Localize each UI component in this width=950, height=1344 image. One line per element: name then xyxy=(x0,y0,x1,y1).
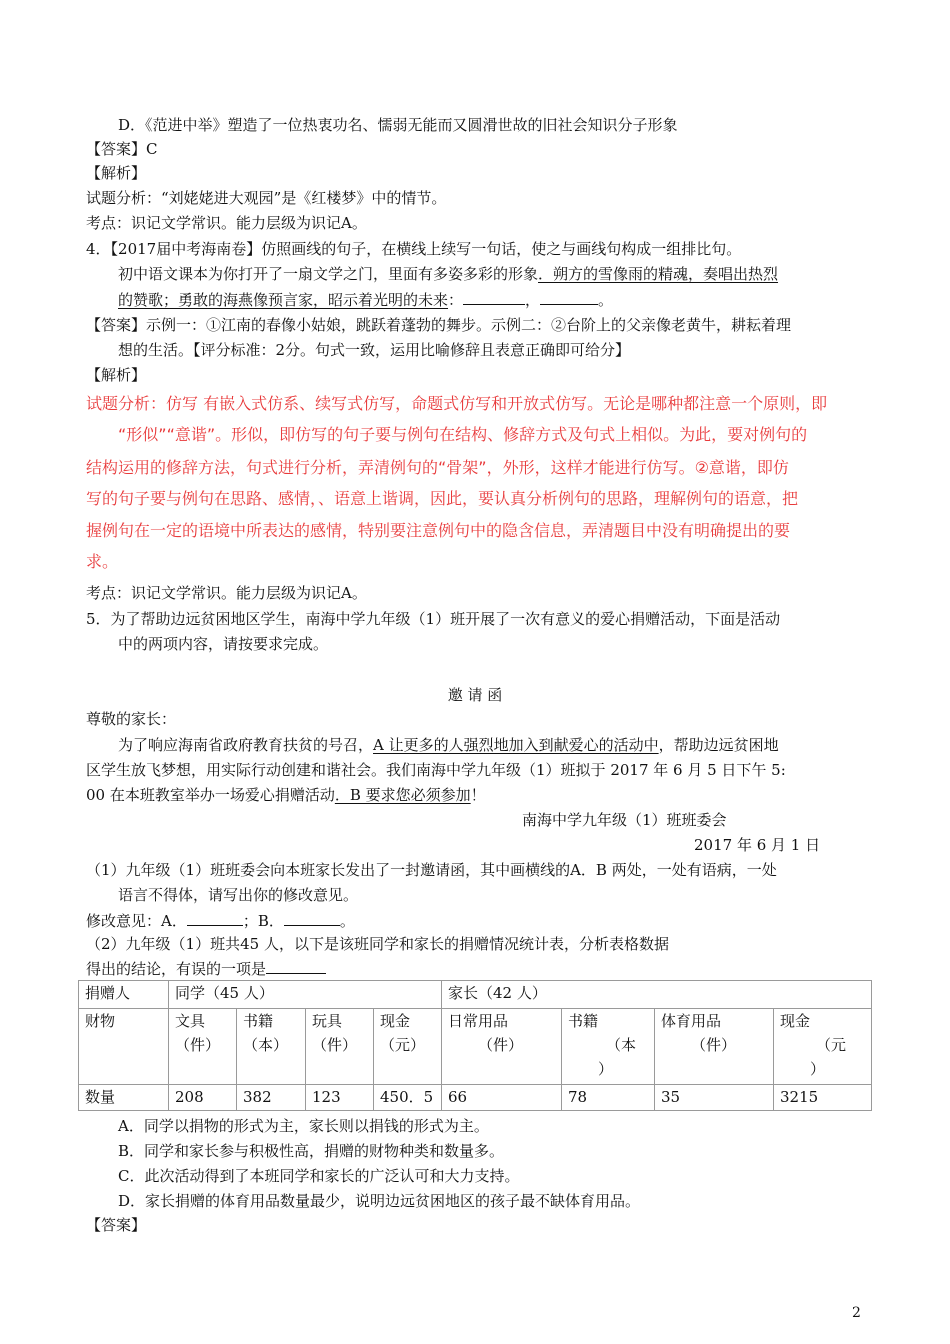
option-c: C．此次活动得到了本班同学和家长的广泛认可和大力支持。 xyxy=(118,1167,520,1185)
table-row xyxy=(79,981,872,1009)
option-b: B．同学和家长参与积极性高，捐赠的财物种类和数量多。 xyxy=(118,1142,505,1160)
donation-stats-table xyxy=(78,980,872,1111)
red-analysis-line-1: 试题分析：仿写 有嵌入式仿系、续写式仿写，命题式仿写和开放式仿写。无论是哪种都注意一个原则，即 xyxy=(86,394,828,413)
cell-text: （本 xyxy=(606,1036,637,1054)
table-cell: 财物 xyxy=(79,1009,169,1085)
invitation-text: ，帮助边远贫困地 xyxy=(658,736,779,754)
question-text: 得出的结论，有误的一项是 xyxy=(86,960,267,978)
table-cell: 同学（45 人） xyxy=(169,981,442,1009)
revision-label: ；B． xyxy=(242,912,284,930)
cell-text: 书籍 xyxy=(243,1012,274,1030)
exam-point: 考点：识记文学常识。能力层级为识记A。 xyxy=(86,214,367,232)
table-cell: 数量 xyxy=(79,1085,169,1111)
option-d-line: D．《范进中举》塑造了一位热衷功名、懦弱无能而又圆滑世故的旧社会知识分子形象 xyxy=(118,116,678,134)
cell-text: ） xyxy=(598,1060,614,1078)
cell-text: （本） xyxy=(243,1036,289,1054)
period-text: 。 xyxy=(339,912,355,930)
cell-text: 日常用品 xyxy=(448,1012,509,1030)
cell-text: 书籍 xyxy=(568,1012,599,1030)
revision-label: 修改意见：A． xyxy=(86,912,187,930)
sub-question-1-line-2: 语言不得体，请写出你的修改意见。 xyxy=(118,886,359,904)
answer-label: 【答案】 xyxy=(86,1216,147,1234)
fill-blank-b[interactable] xyxy=(284,909,340,926)
underlined-part-b: ．B 要求您必须参加 xyxy=(334,786,471,804)
cell-text: （元） xyxy=(380,1036,426,1054)
exam-point: 考点：识记文学常识。能力层级为识记A。 xyxy=(86,584,367,602)
table-row xyxy=(79,1085,872,1111)
table-cell xyxy=(169,1009,237,1085)
red-analysis-line-2: “形似”“意谐”。形似，即仿写的句子要与例句在结构、修辞方式及句式上相似。为此，要对例句的 xyxy=(118,425,808,444)
invitation-signature: 南海中学九年级（1）班班委会 xyxy=(522,811,727,829)
invitation-title: 邀 请 函 xyxy=(447,686,503,704)
table-cell: 家长（42 人） xyxy=(442,981,872,1009)
fill-blank[interactable] xyxy=(540,288,598,305)
question-4-passage-line-2 xyxy=(118,288,613,312)
table-cell: 382 xyxy=(237,1085,306,1111)
table-cell: 3215 xyxy=(774,1085,872,1111)
option-a: A．同学以捐物的形式为主，家长则以捐钱的形式为主。 xyxy=(118,1117,489,1135)
underlined-sentence: ．朔方的雪像雨的精魂，奏唱出热烈 xyxy=(538,265,779,283)
cell-text: 文具 xyxy=(175,1012,206,1030)
cell-text: 现金 xyxy=(380,1012,411,1030)
sub-question-2-line-2 xyxy=(86,957,326,981)
underlined-part-a: A 让更多的人强烈地加入到献爱心的活动中 xyxy=(373,736,659,754)
comma-text: ， xyxy=(525,291,541,309)
cell-text: （件） xyxy=(691,1036,737,1054)
analysis-text: 试题分析：“刘姥姥进大观园”是《红楼梦》中的情节。 xyxy=(86,189,447,207)
table-cell xyxy=(655,1009,774,1085)
table-cell: 66 xyxy=(442,1085,562,1111)
cell-text: 现金 xyxy=(780,1012,811,1030)
red-analysis-line-3: 结构运用的修辞方法，句式进行分析，弄清例句的“骨架”，外形，这样才能进行仿写。②意谐，即仿 xyxy=(86,458,789,477)
question-4-answer-line-2: 想的生活。【评分标准：2分。句式一致，运用比喻修辞且表意正确即可给分】 xyxy=(118,341,631,359)
analysis-label: 【解析】 xyxy=(86,164,147,182)
table-cell: 123 xyxy=(306,1085,374,1111)
question-5-line-2: 中的两项内容，请按要求完成。 xyxy=(118,635,329,653)
cell-text: 玩具 xyxy=(312,1012,343,1030)
fill-blank[interactable] xyxy=(266,957,326,974)
invitation-text: 00 在本班教室举办一场爱心捐赠活动 xyxy=(86,786,335,804)
passage-text: 初中语文课本为你打开了一扇文学之门，里面有多姿多彩的形象 xyxy=(118,265,539,283)
table-row xyxy=(79,1009,872,1085)
option-d: D．家长捐赠的体育用品数量最少，说明边远贫困地区的孩子最不缺体育用品。 xyxy=(118,1192,641,1210)
cell-text: （件） xyxy=(478,1036,524,1054)
table-cell xyxy=(306,1009,374,1085)
answer-label: 【答案】C xyxy=(86,140,158,158)
page-number: 2 xyxy=(852,1305,861,1321)
analysis-label: 【解析】 xyxy=(86,366,147,384)
table-cell: 捐赠人 xyxy=(79,981,169,1009)
question-4-title: 4．【2017届中考海南卷】仿照画线的句子，在横线上续写一句话，使之与画线句构成一组排比句。 xyxy=(86,240,742,258)
table-cell xyxy=(774,1009,872,1085)
table-cell xyxy=(374,1009,442,1085)
invitation-body-line-3 xyxy=(86,784,486,808)
red-analysis-line-4: 写的句子要与例句在思路、感情，、语意上谐调，因此，要认真分析例句的思路，理解例句的语意，把 xyxy=(86,489,799,508)
question-4-passage-line-1 xyxy=(118,263,778,287)
table-cell: 450．5 xyxy=(374,1085,442,1111)
table-cell: 35 xyxy=(655,1085,774,1111)
revision-answer-line xyxy=(86,909,355,933)
invitation-date: 2017 年 6 月 1 日 xyxy=(694,836,821,854)
cell-text: 体育用品 xyxy=(661,1012,722,1030)
period-text: 。 xyxy=(598,291,614,309)
table-cell xyxy=(562,1009,655,1085)
colon-text: ： xyxy=(448,291,464,309)
invitation-text: 为了响应海南省政府教育扶贫的号召， xyxy=(118,736,374,754)
cell-text: （元 xyxy=(816,1036,847,1054)
cell-text: （件） xyxy=(312,1036,358,1054)
underlined-sentence: 的赞歌；勇敢的海燕像预言家，昭示着光明的未来 xyxy=(118,291,449,309)
table-cell: 78 xyxy=(562,1085,655,1111)
cell-text: （件） xyxy=(175,1036,221,1054)
invitation-body-line-2: 区学生放飞梦想，用实际行动创建和谐社会。我们南海中学九年级（1）班拟于 2017 年 6 月 5 日下午 5: xyxy=(86,761,786,779)
table-cell xyxy=(442,1009,562,1085)
red-analysis-line-6: 求。 xyxy=(86,552,119,571)
table-cell: 208 xyxy=(169,1085,237,1111)
fill-blank[interactable] xyxy=(463,288,525,305)
sub-question-2-line-1: （2）九年级（1）班共45 人，以下是该班同学和家长的捐赠情况统计表，分析表格数据 xyxy=(86,935,669,953)
question-5-line-1: 5．为了帮助边远贫困地区学生，南海中学九年级（1）班开展了一次有意义的爱心捐赠活动，下面是活动 xyxy=(86,610,781,628)
cell-text: ） xyxy=(810,1060,826,1078)
invitation-greeting: 尊敬的家长： xyxy=(86,710,177,728)
sub-question-1-line-1: （1）九年级（1）班班委会向本班家长发出了一封邀请函，其中画横线的A．B 两处，一处有语病，一处 xyxy=(86,861,777,879)
invitation-body-line-1 xyxy=(118,734,779,758)
fill-blank-a[interactable] xyxy=(187,909,243,926)
table-cell xyxy=(237,1009,306,1085)
question-4-answer-line-1: 【答案】示例一：①江南的春像小姑娘，跳跃着蓬勃的舞步。示例二：②台阶上的父亲像老黄牛，耕耘着理 xyxy=(86,316,792,334)
invitation-text: ！ xyxy=(470,786,486,804)
red-analysis-line-5: 握例句在一定的语境中所表达的感情，特别要注意例句中的隐含信息，弄清题目中没有明确提出的要 xyxy=(86,521,791,540)
